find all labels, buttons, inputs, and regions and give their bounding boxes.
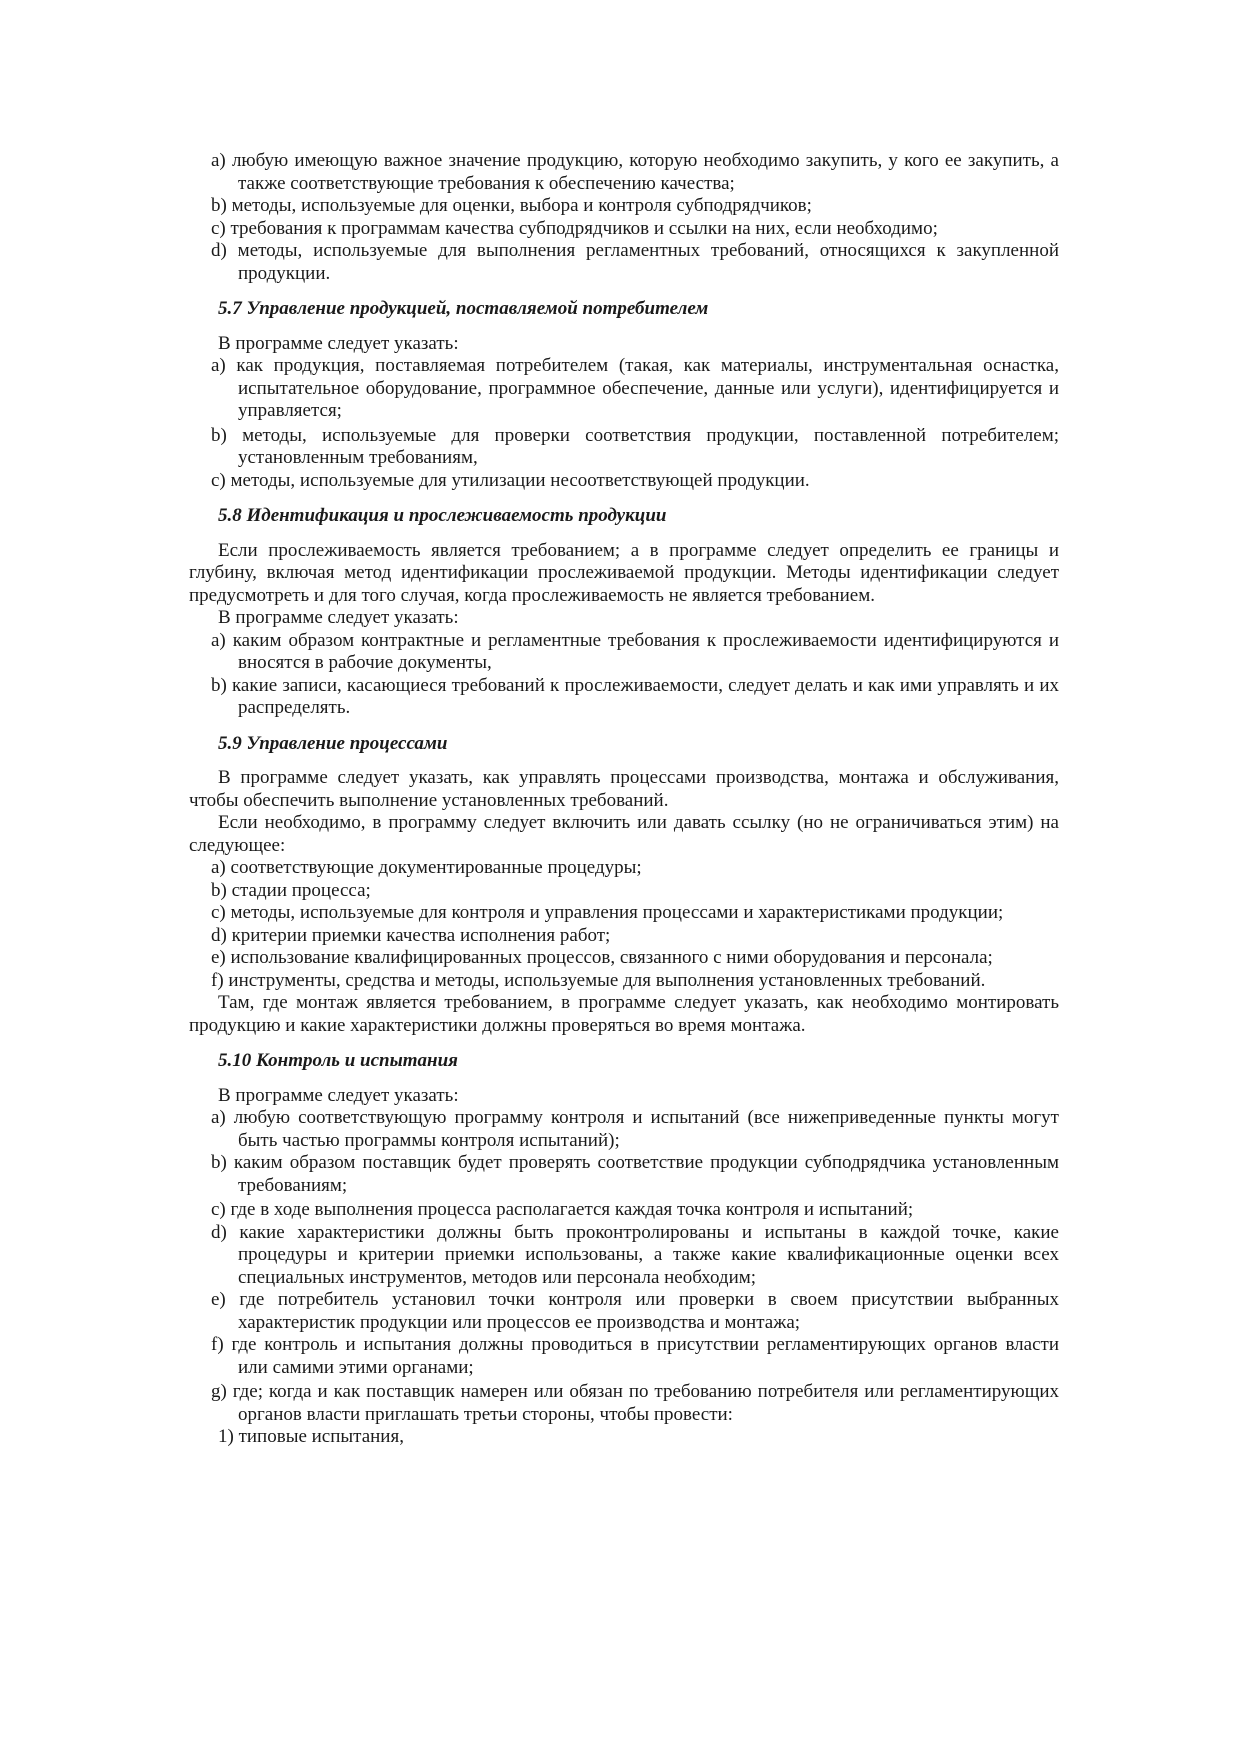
paragraph: Если необходимо, в программу следует включить или давать ссылку (но не ограничиваться этим) на следующее:	[189, 812, 1059, 856]
list-item: c) где в ходе выполнения процесса располагается каждая точка контроля и испытаний;	[211, 1199, 914, 1220]
section-heading-5-7: 5.7 Управление продукцией, поставляемой потребителем	[218, 298, 709, 319]
paragraph: В программе следует указать, как управлять процессами производства, монтажа и обслуживания, чтобы обеспечить выполнение установленных требований.	[189, 767, 1059, 811]
list-item: f) где контроль и испытания должны проводиться в присутствии регламентирующих органов власти или самими этими органами;	[211, 1334, 1059, 1378]
list-item: d) какие характеристики должны быть проконтролированы и испытаны в каждой точке, какие процедуры и критерии приемки использованы, а также какие квалификационные оценки всех специальных инструментов, методов или персонала необходим;	[211, 1221, 1059, 1288]
list-item: b) методы, используемые для проверки соответствия продукции, поставленной потребителем; установленным требованиям,	[211, 424, 1059, 468]
list-item: c) методы, используемые для утилизации несоответствующей продукции.	[211, 469, 810, 491]
section-heading-5-9: 5.9 Управление процессами	[218, 732, 448, 754]
list-item: e) где потребитель установил точки контроля или проверки в своем присутствии выбранных характеристик продукции или процессов ее производства и монтажа;	[211, 1289, 1059, 1333]
list-item: g) где; когда и как поставщик намерен или обязан по требованию потребителя или регламентирующих органов власти приглашать третьи стороны, чтобы провести:	[211, 1381, 1059, 1425]
sub-list-item: 1) типовые испытания,	[218, 1426, 404, 1447]
list-item: a) как продукция, поставляемая потребителем (такая, как материалы, инструментальная оснастка, испытательное оборудование, программное обеспечение, данные или услуги), идентифицируется и управляется;	[211, 355, 1059, 421]
list-item: e) использование квалифицированных процессов, связанного с ними оборудования и персонала;	[211, 947, 993, 968]
section-heading-5-8: 5.8 Идентификация и прослеживаемость продукции	[218, 505, 667, 526]
section-lead: В программе следует указать:	[218, 332, 459, 354]
purchasing-list	[189, 150, 1059, 285]
section-lead: В программе следует указать:	[218, 1084, 459, 1106]
list-item: a) любую соответствующую программу контроля и испытаний (все нижеприведенные пункты могут быть частью программы контроля испытаний);	[211, 1107, 1059, 1151]
section-lead: В программе следует указать:	[218, 607, 459, 628]
list-item: c) требования к программам качества субподрядчиков и ссылки на них, если необходимо;	[211, 217, 938, 239]
list-item: b) стадии процесса;	[211, 879, 371, 901]
list-item: f) инструменты, средства и методы, используемые для выполнения установленных требований.	[211, 969, 986, 991]
list-item: d) методы, используемые для выполнения регламентных требований, относящихся к закупленной продукции.	[211, 240, 1059, 284]
list-item: a) соответствующие документированные процедуры;	[211, 857, 642, 878]
list-item: c) методы, используемые для контроля и управления процессами и характеристиками продукции;	[211, 902, 1004, 923]
list-item: b) методы, используемые для оценки, выбора и контроля субподрядчиков;	[211, 195, 812, 216]
paragraph: Там, где монтаж является требованием, в программе следует указать, как необходимо монтировать продукцию и какие характеристики должны проверяться во время монтажа.	[189, 992, 1059, 1036]
list-item: a) любую имеющую важное значение продукцию, которую необходимо закупить, у кого ее закупить, а также соответствующие требования к обеспечению качества;	[211, 150, 1059, 194]
list-item: d) критерии приемки качества исполнения работ;	[211, 924, 611, 946]
paragraph: Если прослеживаемость является требованием; а в программе следует определить ее границы и глубину, включая метод идентификации прослеживаемой продукции. Методы идентификации следует предусмотреть и для того случая, когда прослеживаемость не является требованием.	[189, 539, 1059, 606]
document-page	[189, 150, 1059, 1449]
list-item: b) каким образом поставщик будет проверять соответствие продукции субподрядчика установленным требованиям;	[211, 1152, 1059, 1196]
section-heading-5-10: 5.10 Контроль и испытания	[218, 1050, 458, 1071]
list-item: b) какие записи, касающиеся требований к прослеживаемости, следует делать и как ими управлять и их распределять.	[211, 674, 1059, 718]
list-item: a) каким образом контрактные и регламентные требования к прослеживаемости идентифицируются и вносятся в рабочие документы,	[211, 629, 1059, 673]
